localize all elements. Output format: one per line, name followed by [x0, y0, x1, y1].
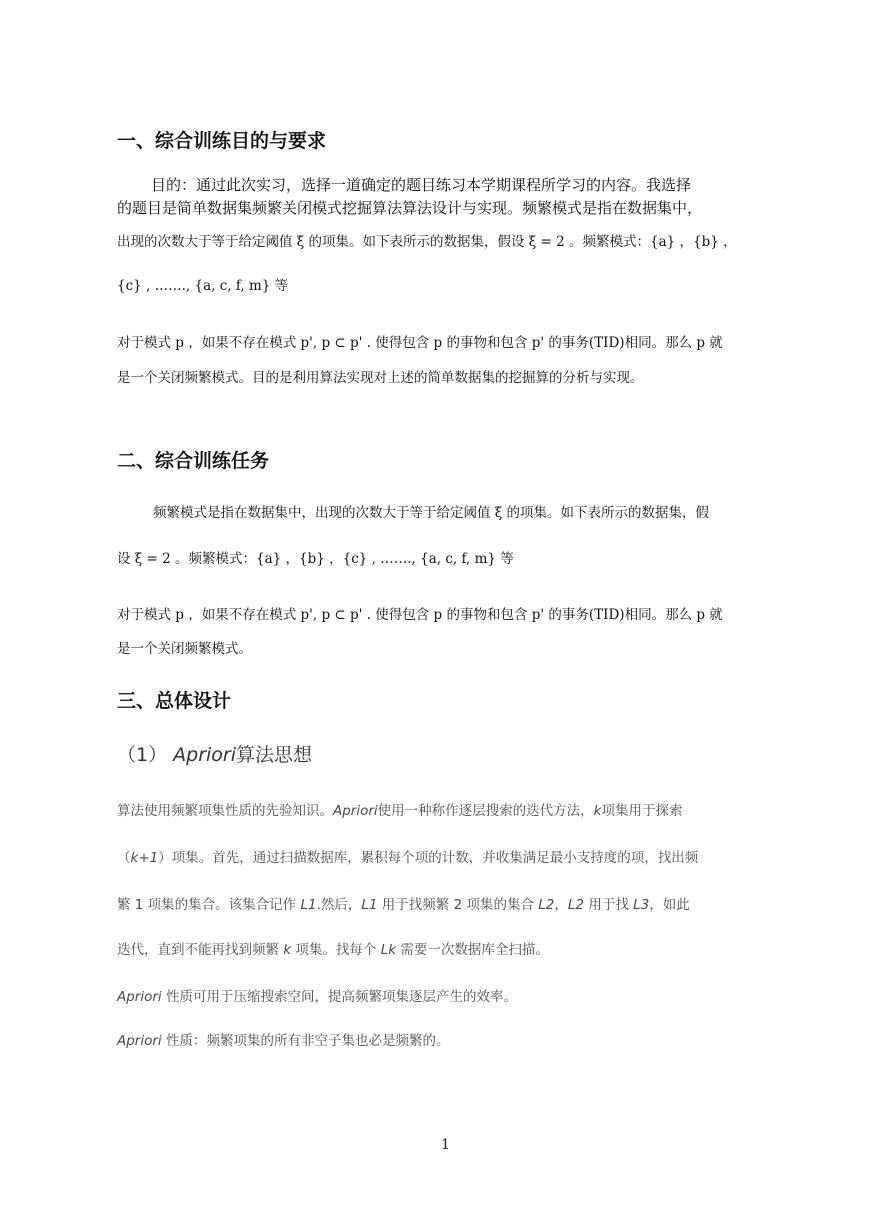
term-k: k [593, 803, 602, 819]
text-run: 性质可用于压缩搜索空间，提高频繁项集逐层产生的效率。 [161, 989, 517, 1005]
paragraph-line: 的题目是简单数据集频繁关闭模式挖掘算法算法设计与实现。频繁模式是指在数据集中， [117, 199, 703, 217]
section-heading-1: 一、综合训练目的与要求 [117, 130, 327, 152]
paragraph-line [117, 893, 690, 913]
text-run: 繁 1 项集的集合。该集合记作 [117, 897, 301, 913]
paragraph-line: 对于模式 p ，如果不存在模式 p', p ⊂ p' . 使得包含 p 的事物和包含 p' 的事务(TID)相同。那么 p 就 [117, 607, 723, 623]
paragraph-line: 是一个关闭频繁模式。目的是利用算法实现对上述的简单数据集的挖掘算的分析与实现。 [117, 370, 644, 386]
subsection-title: 算法思想 [236, 744, 313, 766]
paragraph-line [117, 846, 698, 866]
text-run: 用于找 [584, 897, 634, 913]
text-run: （ [117, 850, 131, 866]
term-apriori: Apriori [117, 989, 162, 1005]
term-k-plus-1: k+1 [130, 850, 159, 866]
text-run: 项集用于探索 [601, 803, 683, 819]
text-run: ，如此 [649, 897, 690, 913]
term-k: k [283, 942, 292, 958]
paragraph-line: 是一个关闭频繁模式。 [117, 641, 252, 657]
paragraph-line [117, 799, 683, 819]
page-number: 1 [441, 1137, 450, 1153]
text-run: ， [554, 897, 568, 913]
term-Lk: Lk [380, 942, 397, 958]
text-run: 项集。找每个 [291, 942, 381, 958]
paragraph-line: 对于模式 p ，如果不存在模式 p', p ⊂ p' . 使得包含 p 的事物和包含 p' 的事务(TID)相同。那么 p 就 [117, 335, 723, 351]
paragraph-line [117, 938, 549, 958]
term-L1: L1 [361, 897, 378, 913]
paragraph-line [117, 985, 517, 1005]
term-apriori: Apriori [117, 1033, 162, 1049]
term-L2: L2 [538, 897, 555, 913]
text-run: 性质：频繁项集的所有非空子集也必是频繁的。 [161, 1033, 450, 1049]
text-run: 用于找频繁 2 项集的集合 [377, 897, 539, 913]
text-run: 使用一种称作逐层搜索的迭代方法， [377, 803, 594, 819]
text-run: 算法使用频繁项集性质的先验知识。 [117, 803, 333, 819]
text-run: .然后， [316, 897, 362, 913]
term-L2: L2 [567, 897, 585, 913]
term-L3: L3 [633, 897, 650, 913]
text-run: 迭代，直到不能再找到频繁 [117, 942, 284, 958]
text-run: 需要一次数据库全扫描。 [396, 942, 549, 958]
paragraph-line: {c} , ……., {a, c, f, m} 等 [117, 278, 289, 294]
subsection-term: Apriori [173, 744, 237, 766]
term-L1: L1 [300, 897, 317, 913]
subsection-heading [117, 740, 312, 767]
section-heading-3: 三、总体设计 [117, 690, 232, 712]
paragraph-line: 设 ξ = 2 。频繁模式：{a} ，{b} ，{c} , ……., {a, c, f, m} 等 [117, 551, 514, 567]
paragraph-line: 出现的次数大于等于给定阈值 ξ 的项集。如下表所示的数据集，假设 ξ = 2 。频繁模式：{a} ，{b} ， [117, 234, 737, 250]
paragraph-line: 频繁模式是指在数据集中，出现的次数大于等于给定阈值 ξ 的项集。如下表所示的数据集，假 [153, 505, 710, 521]
subsection-number: （1） [117, 744, 168, 766]
paragraph-line [117, 1029, 449, 1049]
term-apriori: Apriori [333, 803, 378, 819]
paragraph-line: 目的：通过此次实习，选择一道确定的题目练习本学期课程所学习的内容。我选择 [151, 176, 692, 194]
text-run: ）项集。首先，通过扫描数据库，累积每个项的计数，并收集满足最小支持度的项，找出频 [158, 850, 699, 866]
section-heading-2: 二、综合训练任务 [117, 450, 270, 472]
